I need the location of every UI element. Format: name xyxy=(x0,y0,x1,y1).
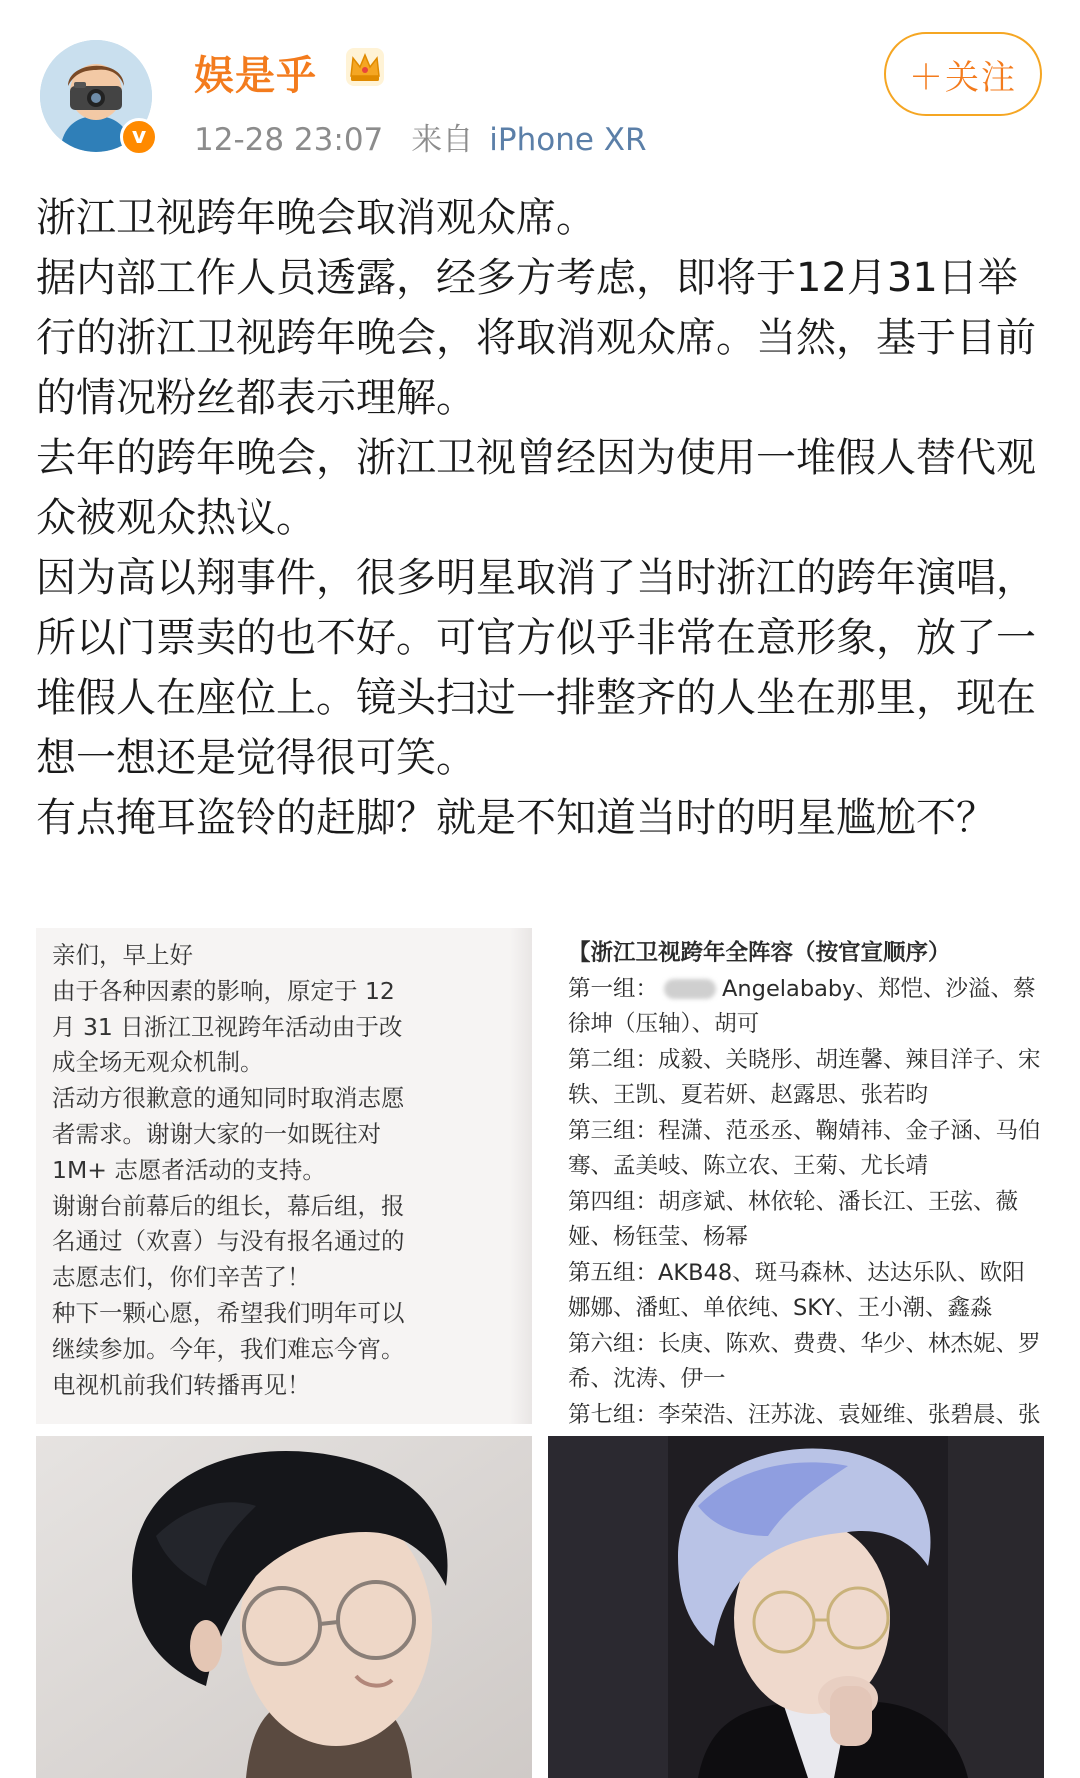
post-paragraph: 浙江卫视跨年晚会取消观众席。 xyxy=(36,195,596,241)
notice-screenshot-image[interactable] xyxy=(36,928,532,1424)
roster-line: 第二组：成毅、关晓彤、胡连馨、辣目洋子、宋 xyxy=(568,1046,1041,1073)
notice-line: 种下一颗心愿，希望我们明年可以 xyxy=(52,1298,405,1327)
verified-badge-icon: v xyxy=(120,118,158,156)
roster-line: 第六组：长庚、陈欢、费费、华少、林杰妮、罗 xyxy=(568,1330,1041,1357)
post-body xyxy=(36,188,1046,848)
notice-line: 亲们，早上好 xyxy=(52,941,193,969)
post-paragraph: 据内部工作人员透露，经多方考虑，即将于12月31日举行的浙江卫视跨年晚会，将取消观众席。当然，基于目前的情况粉丝都表示理解。 xyxy=(36,255,1036,421)
notice-line: 谢谢台前幕后的组长，幕后组，报 xyxy=(52,1191,405,1220)
roster-line: 徐坤（压轴）、胡可 xyxy=(568,1011,760,1037)
roster-line: 希、沈涛、伊一 xyxy=(568,1366,726,1392)
portrait-photo-2-illustration xyxy=(548,1436,1044,1778)
notice-line: 继续参加。今年，我们难忘今宵。 xyxy=(52,1334,405,1363)
post-paragraph: 去年的跨年晚会，浙江卫视曾经因为使用一堆假人替代观众被观众热议。 xyxy=(36,435,1036,541)
roster-title: 【浙江卫视跨年全阵容（按官宣顺序） xyxy=(568,940,951,966)
notice-line: 1M+ 志愿者活动的支持。 xyxy=(52,1155,326,1184)
notice-line: 志愿志们，你们辛苦了！ xyxy=(52,1263,311,1292)
avatar[interactable] xyxy=(40,40,158,158)
notice-line: 由于各种因素的影响，原定于 12 xyxy=(52,976,395,1005)
roster-line xyxy=(568,972,1038,1008)
source-device: iPhone XR xyxy=(489,122,647,158)
portrait-photo-1-illustration xyxy=(36,1436,532,1778)
notice-text xyxy=(52,938,512,1403)
roster-line: 第五组：AKB48、斑马森林、达达乐队、欧阳 xyxy=(568,1259,1025,1286)
post-paragraph: 有点掩耳盗铃的赶脚？就是不知道当时的明星尴尬不？ xyxy=(36,795,996,841)
portrait-photo-1[interactable] xyxy=(36,1436,532,1778)
source-label: 来自 xyxy=(411,122,474,158)
post-header xyxy=(0,0,1080,170)
roster-text xyxy=(568,936,1041,1424)
notice-line: 名通过（欢喜）与没有报名通过的 xyxy=(52,1227,405,1256)
notice-line: 活动方很歉意的通知同时取消志愿 xyxy=(52,1084,405,1113)
post-meta xyxy=(194,114,647,159)
notice-line: 月 31 日浙江卫视跨年活动由于改 xyxy=(52,1012,403,1041)
roster-line: 娅、杨钰莹、杨幂 xyxy=(568,1224,749,1250)
roster-line: 第七组：李荣浩、汪苏泷、袁娅维、张碧晨、张 xyxy=(568,1401,1041,1424)
roster-line: 轶、王凯、夏若妍、赵露思、张若昀 xyxy=(568,1082,929,1108)
roster-line: 第四组：胡彦斌、林依轮、潘长江、王弦、薇 xyxy=(568,1188,1019,1215)
roster-line: 第三组：程潇、范丞丞、鞠婧祎、金子涵、马伯 xyxy=(568,1117,1041,1144)
roster-line: 骞、孟美岐、陈立农、王菊、尤长靖 xyxy=(568,1153,929,1179)
portrait-photo-2[interactable] xyxy=(548,1436,1044,1778)
roster-screenshot-image[interactable] xyxy=(548,928,1044,1424)
post-timestamp: 12-28 23:07 xyxy=(194,122,384,158)
notice-line: 电视机前我们转播再见！ xyxy=(52,1370,311,1399)
roster-group-label: 第一组： xyxy=(568,975,659,1002)
notice-line: 成全场无观众机制。 xyxy=(52,1048,264,1077)
post-paragraph: 因为高以翔事件，很多明星取消了当时浙江的跨年演唱，所以门票卖的也不好。可官方似乎非常在意形象，放了一堆假人在座位上。镜头扫过一排整齐的人坐在那里，现在想一想还是觉得很可笑。 xyxy=(36,555,1036,781)
follow-button[interactable]: ＋关注 xyxy=(884,32,1042,116)
roster-names: Angelababy、郑恺、沙溢、蔡 xyxy=(722,975,1036,1002)
notice-line: 者需求。谢谢大家的一如既往对 xyxy=(52,1119,381,1148)
roster-line: 娜娜、潘虹、单依纯、SKY、王小潮、鑫淼 xyxy=(568,1295,993,1321)
crown-icon xyxy=(344,46,386,88)
notice-edge-shade xyxy=(510,928,532,1424)
blurred-name xyxy=(664,979,716,999)
username[interactable]: 娱是乎 xyxy=(194,53,317,99)
